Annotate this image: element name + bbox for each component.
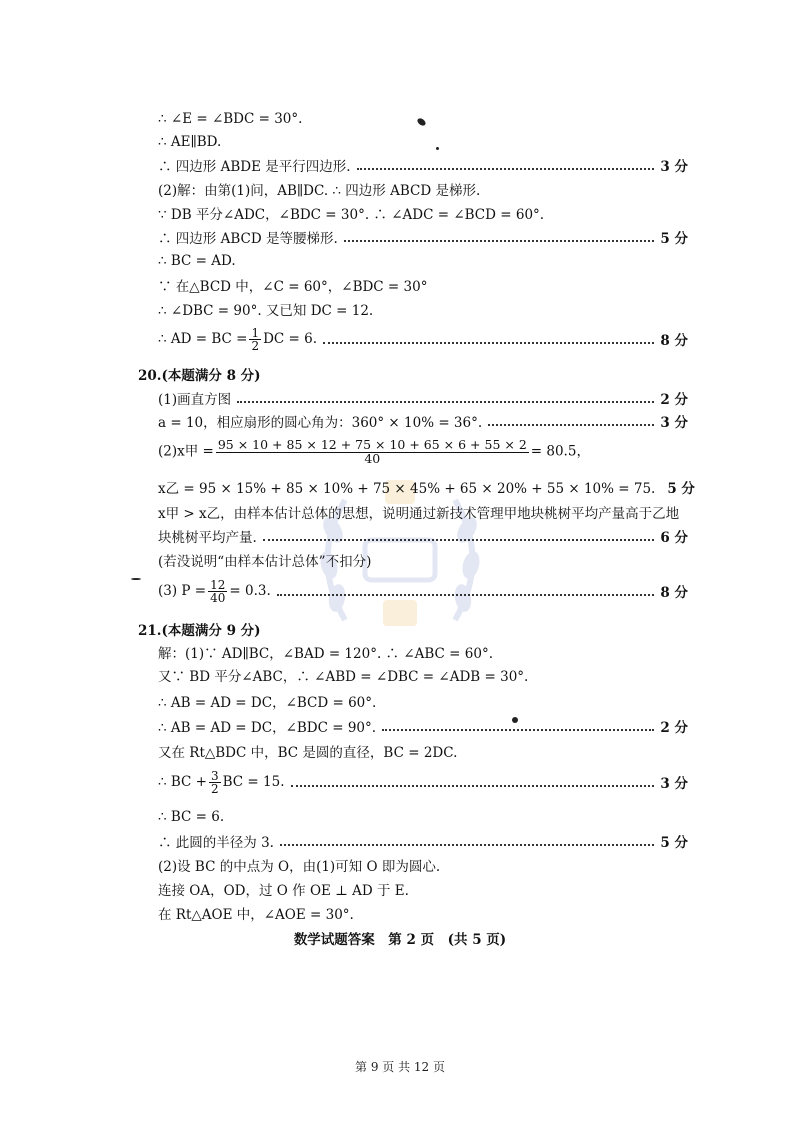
answer-footer: 数学试题答案 第 2 页 (共 5 页) (293, 932, 507, 948)
answer-line-note: (若没说明“由样本估计总体”不扣分) (158, 554, 372, 570)
answer-line: ∴ 四边形 ABCD 是等腰梯形. 5 分 (158, 226, 688, 248)
score-label: 8 分 (660, 585, 688, 601)
answer-line-mean-jia: (2)x甲 = $\frac{95 \times 10 + 85 \times 12 + 75 \times 10 + 65 \times 6 + 55 \times 2}{40}$ = 80.5， (158, 437, 590, 466)
score-label: 5 分 (667, 481, 695, 497)
answer-line: ∴ 四边形 ABDE 是平行四边形. 3 分 (158, 154, 688, 176)
answer-line: x甲 > x乙，由样本估计总体的思想，说明通过新技术管理甲地块桃树平均产量高于乙地 (158, 506, 680, 522)
score-label: 3 分 (660, 776, 688, 792)
score-label: 3 分 (660, 159, 688, 175)
score-label: 6 分 (660, 530, 688, 546)
score-label: 2 分 (660, 392, 688, 408)
answer-line: 又∵ BD 平分∠ABC，∴ ∠ABD = ∠DBC = ∠ADB = 30°. (158, 669, 529, 685)
answer-line: 又在 Rt△BDC 中，BC 是圆的直径，BC = 2DC. (158, 745, 458, 761)
fraction: $\frac{1}{2}$ (251, 325, 260, 353)
answer-line: ∴ ∠DBC = 90°. 又已知 DC = 12. (158, 303, 374, 319)
section-heading-20: 20.(本题满分 8 分) (138, 368, 261, 384)
answer-line: ∵ DB 平分∠ADC，∠BDC = 30°. ∴ ∠ADC = ∠BCD = 60°. (158, 207, 545, 223)
answer-line: ∴ BC = 6. (158, 809, 225, 825)
answer-line-fraction: ∴ BC + $\frac{3}{2}$ BC = 15. 3 分 (158, 768, 688, 796)
answer-line: ∴ 此圆的半径为 3. 5 分 (158, 830, 688, 852)
score-label: 2 分 (660, 720, 688, 736)
answer-line: a = 10，相应扇形的圆心角为：360° × 10% = 36°. 3 分 (158, 410, 688, 432)
score-label: 8 分 (660, 333, 688, 349)
answer-line-fraction: ∴ AD = BC = $\frac{1}{2}$ DC = 6. 8 分 (158, 325, 688, 353)
answer-line: 连接 OA，OD，过 O 作 OE ⊥ AD 于 E. (158, 883, 409, 899)
page-number: 第 9 页 共 12 页 (355, 1060, 445, 1074)
answer-line-arcs: ∴ AB = AD = DC，∠BCD = 60°. (158, 695, 377, 711)
answer-line-mean-yi: x乙 = 95 × 15% + 85 × 10% + 75 × 45% + 65 × 20% + 55 × 10% = 75. 5 分 (158, 476, 688, 498)
fraction: $\frac{3}{2}$ (210, 768, 219, 796)
answer-line: ∴ AE∥BD. (158, 134, 222, 150)
score-label: 5 分 (660, 231, 688, 247)
answer-line: 在 Rt△AOE 中，∠AOE = 30°. (158, 907, 354, 923)
answer-line: (2)设 BC 的中点为 O，由(1)可知 O 即为圆心. (158, 859, 441, 875)
answer-line-fraction: (3) P = $\frac{12}{40}$ = 0.3. 8 分 (158, 577, 688, 605)
answer-line: ∴ AB = AD = DC，∠BDC = 90°. 2 分 (158, 715, 688, 737)
score-label: 3 分 (660, 415, 688, 431)
score-label: 5 分 (660, 835, 688, 851)
answer-line: ∴ BC = AD. (158, 253, 236, 269)
answer-line: (1)画直方图 2 分 (158, 387, 688, 409)
answer-line: ∴ ∠E = ∠BDC = 30°. (158, 111, 303, 127)
fraction: $\frac{95 \times 10 + 85 \times 12 + 75 \times 10 + 65 \times 6 + 55 \times 2}{40}$ (217, 437, 527, 466)
section-heading-21: 21.(本题满分 9 分) (138, 623, 261, 639)
answer-line: 块桃树平均产量. 6 分 (158, 525, 688, 547)
fraction: $\frac{12}{40}$ (210, 577, 226, 605)
answer-line: (2)解：由第(1)问，AB∥DC. ∴ 四边形 ABCD 是梯形. (158, 183, 481, 199)
scan-speck (131, 578, 141, 580)
answer-line: ∵ 在△BCD 中，∠C = 60°，∠BDC = 30° (158, 279, 428, 295)
answer-line: 解：(1)∵ AD∥BC，∠BAD = 120°. ∴ ∠ABC = 60°. (158, 646, 493, 662)
